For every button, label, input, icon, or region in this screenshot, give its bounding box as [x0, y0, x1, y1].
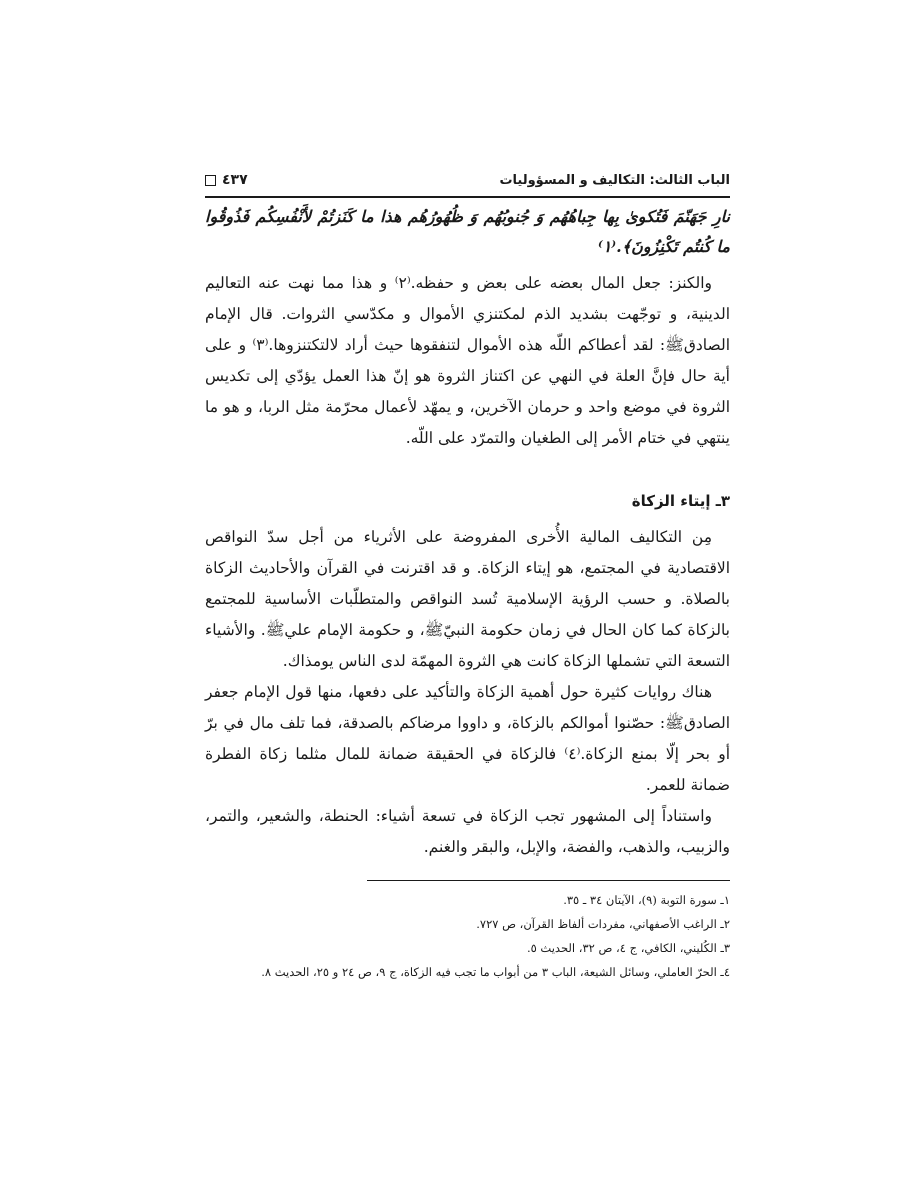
- paragraph-zakat-intro: مِن التكاليف المالية الأُخرى المفروضة على الأثرياء من أجل سدّ النواقص الاقتصادية في المجتمع، هو إيتاء الزكاة. و قد اقترنت في القرآن والأحاديث الزكاة بالصلاة. و حسب الرؤية الإسلامية تُسد النواقص والمتطلّبات الأساسية للمجتمع بالزكاة كما كان الحال في زمان حكومة النبيّﷺ، و حكومة الإمام عليﷺ. والأشياء التسعة التي تشملها الزكاة كانت هي الثروة المهمّة لدى الناس يومذاك.: [205, 528, 730, 670]
- footnote-1: ١ـ سورة التوبة (٩)، الآيتان ٣٤ ـ ٣٥.: [563, 893, 730, 907]
- paragraph-kanz: والكنز: جعل المال بعضه على بعض و حفظه.⁽٢⁾ و هذا مما نهت عنه التعاليم الدينية، و توجّهت بشديد الذم لمكتنزي الأموال و مكدّسي الثروات. قال الإمام الصادقﷺ: لقد أعطاكم اللّه هذه الأموال لتنفقوها حيث أراد لالتكتنزوها.⁽٣⁾ و على أية حال فإنَّ العلة في النهي عن اكتناز الثروة هو إنّ هذا العمل يؤدّي إلى تكديس الثروة في موضع واحد و حرمان الآخرين، و يمهّد لأعمال محرّمة مثل الربا، و هو ما ينتهي في ختام الأمر إلى الطغيان والتمرّد على اللّه.: [205, 274, 731, 447]
- main-text: [205, 202, 730, 863]
- quran-verse: نارِ جَهَنّمَ فَتُكوىٰ بِها جِباهُهُم وَ جُنوبُهُم وَ ظُهُورُهُم هذا ما كَنَزتُمْ لأَنْفُسِكُم فَذُوقُوا ما كُنتُم تَكْنِزُونَ﴾.⁽١⁾: [205, 207, 730, 256]
- square-box-icon: [205, 175, 216, 186]
- footnote-rule: [367, 880, 730, 881]
- header-rule: [205, 196, 730, 198]
- footnotes: [205, 888, 730, 984]
- paragraph-zakat-narrations: هناك روايات كثيرة حول أهمية الزكاة والتأكيد على دفعها، منها قول الإمام جعفر الصادقﷺ: حصّنوا أموالكم بالزكاة، و داووا مرضاكم بالصدقة، فما تلف مال في برّ أو بحر إلّا بمنع الزكاة.⁽٤⁾ فالزكاة في الحقيقة ضمانة للمال مثلما زكاة الفطرة ضمانة للعمر.: [205, 683, 730, 794]
- section-heading: ٣ـ إيتاء الزكاة: [631, 492, 730, 510]
- footnote-3: ٣ـ الكُليني، الكافي، ج ٤، ص ٣٢، الحديث ٥.: [526, 941, 730, 955]
- chapter-title: الباب الثالث: التكاليف و المسؤوليات: [499, 172, 730, 188]
- footnote-4: ٤ـ الحرّ العاملي، وسائل الشيعة، الباب ٣ من أبواب ما تجب فيه الزكاة، ج ٩، ص ٢٤ و ٢٥، الحديث ٨.: [261, 965, 730, 979]
- page-number-group: [205, 172, 248, 188]
- running-header: [205, 168, 730, 192]
- paragraph-zakat-items: واستناداً إلى المشهور تجب الزكاة في تسعة أشياء: الحنطة، والشعير، والتمر، والزبيب، والذهب، والفضة، والإبل، والبقر والغنم.: [205, 807, 730, 856]
- page-number: ٤٣٧: [222, 172, 248, 188]
- footnote-2: ٢ـ الراغب الأصفهاني، مفردات ألفاظ القرآن، ص ٧٢٧.: [476, 917, 730, 931]
